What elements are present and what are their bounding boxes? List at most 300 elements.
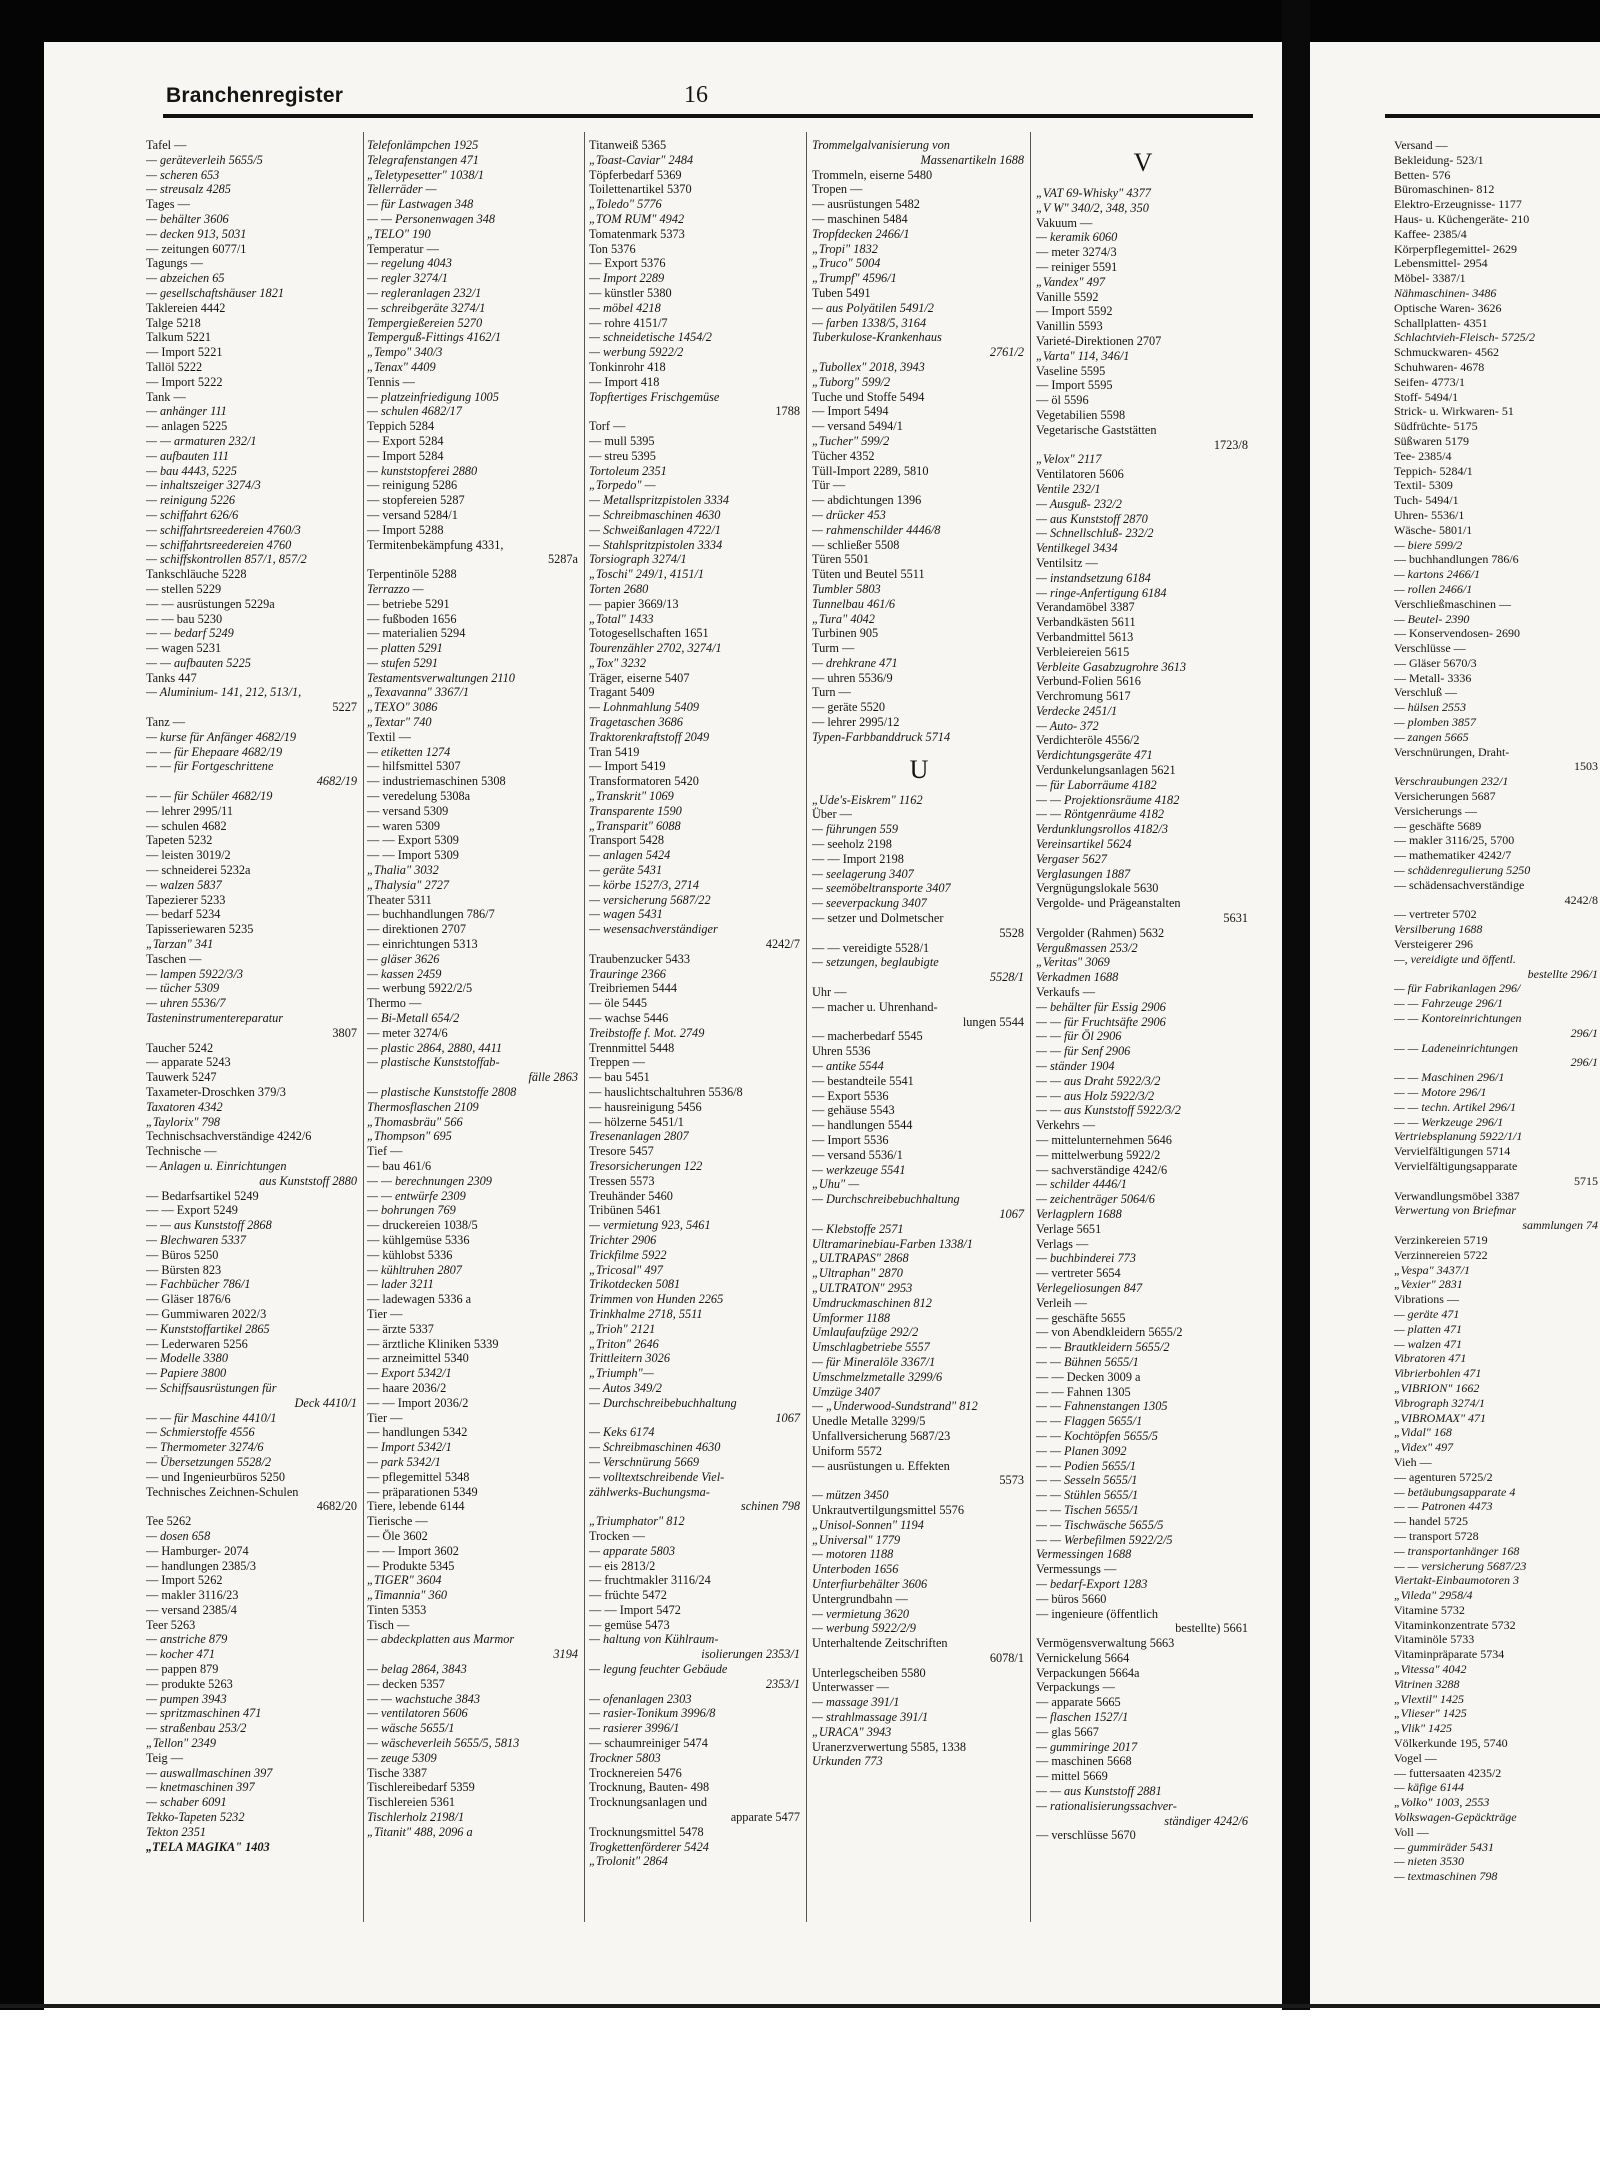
index-entry: 2761/2 [989, 345, 1024, 360]
index-entry: — — für Maschine 4410/1 [146, 1410, 277, 1425]
index-entry: „Tellon" 2349 [146, 1736, 216, 1751]
index-entry: — Bürsten 823 [146, 1262, 222, 1277]
index-entry: — handlungen 5544 [812, 1118, 913, 1133]
index-entry: — Konservendosen- 2690 [1394, 626, 1520, 641]
index-entry: „ULTRATON" 2953 [812, 1280, 913, 1295]
index-entry: Vitamine 5732 [1394, 1602, 1465, 1617]
index-entry: Stoff- 5494/1 [1394, 389, 1459, 404]
index-entry: „Thompson" 695 [367, 1129, 452, 1144]
index-entry: Uhren- 5536/1 [1394, 507, 1465, 522]
index-entry: — — Fahnen 1305 [1036, 1384, 1131, 1399]
index-entry: Verdichtungsgeräte 471 [1036, 748, 1153, 763]
index-entry: — knetmaschinen 397 [146, 1780, 255, 1795]
index-entry: Turm — [812, 641, 855, 656]
index-entry: „Videx" 497 [1394, 1440, 1454, 1455]
index-entry: Vitaminpräparate 5734 [1394, 1647, 1505, 1662]
index-column-3 [589, 138, 802, 1869]
index-entry: „Vlik" 1425 [1394, 1721, 1453, 1736]
index-entry: „Vandex" 497 [1036, 274, 1106, 289]
index-entry: Trauringe 2366 [589, 966, 666, 981]
index-entry: — — Werbefilmen 5922/2/5 [1036, 1532, 1173, 1547]
index-entry: „Thalysia" 2727 [367, 877, 450, 892]
index-entry: Massenartikeln 1688 [920, 152, 1024, 167]
index-entry: Körperpflegemittel- 2629 [1394, 241, 1517, 256]
index-entry: — — Planen 3092 [1036, 1443, 1127, 1458]
index-entry: — keramik 6060 [1036, 230, 1118, 245]
index-entry: — abdichtungen 1396 [812, 493, 922, 508]
index-entry: — Export 5284 [367, 433, 444, 448]
index-entry: — Kunststoffartikel 2865 [146, 1321, 270, 1336]
index-entry: „Thomasbräu" 566 [367, 1114, 463, 1129]
index-entry: Versand — [1394, 138, 1448, 152]
index-entry: Trockner 5803 [589, 1750, 661, 1765]
index-entry: Vibrations — [1394, 1292, 1459, 1307]
index-entry: — inhaltszeiger 3274/3 [146, 478, 261, 493]
index-entry: Taxatoren 4342 [146, 1099, 223, 1114]
index-entry: Volkswagen-Gepäckträge [1394, 1810, 1517, 1825]
index-entry: Tür — [812, 478, 846, 493]
index-entry: zählwerks-Buchungsma- [589, 1484, 710, 1499]
index-entry: — handlungen 2385/3 [146, 1558, 256, 1573]
index-entry: — meter 3274/6 [367, 1025, 448, 1040]
index-entry: — straßenbau 253/2 [146, 1721, 247, 1736]
index-entry: Tropfdecken 2466/1 [812, 226, 910, 241]
index-entry: Thermo — [367, 996, 422, 1011]
index-entry: Verleih — [1036, 1295, 1087, 1310]
index-entry: — zangen 5665 [1394, 729, 1469, 744]
index-entry: — Durchschreibebuchhaltung [589, 1395, 737, 1410]
index-entry: — seemöbeltransporte 3407 [812, 881, 951, 896]
index-entry: — wäscheverleih 5655/5, 5813 [367, 1736, 520, 1751]
index-entry: — gemüse 5473 [589, 1617, 670, 1632]
index-entry: „Tricosal" 497 [589, 1262, 663, 1277]
index-entry: — öl 5596 [1036, 393, 1089, 408]
index-entry: — — Motore 296/1 [1394, 1085, 1487, 1099]
index-entry: Verdecke 2451/1 [1036, 703, 1118, 718]
index-entry: Urkunden 773 [812, 1754, 883, 1769]
index-entry: — mittelwerbung 5922/2 [1036, 1147, 1161, 1162]
index-entry: Tuch- 5494/1 [1394, 493, 1459, 508]
index-entry: Verzinnereien 5722 [1394, 1247, 1488, 1262]
index-entry: — — Kochtöpfen 5655/5 [1036, 1428, 1158, 1443]
index-entry: — decken 913, 5031 [146, 226, 247, 241]
index-entry: — — Brautkleidern 5655/2 [1036, 1340, 1170, 1355]
index-entry: — büros 5660 [1036, 1591, 1107, 1606]
index-entry: — setzungen, beglaubigte [812, 955, 939, 970]
index-entry: — — Decken 3009 a [1036, 1369, 1141, 1384]
index-entry: Tauwerk 5247 [146, 1070, 217, 1085]
index-entry: — direktionen 2707 [367, 922, 467, 937]
index-entry: — wagen 5231 [146, 641, 222, 656]
index-entry: „Textar" 740 [367, 715, 432, 730]
index-entry: — — aus Holz 5922/3/2 [1036, 1088, 1155, 1103]
column-divider [584, 132, 585, 1922]
index-entry: Verschraubungen 232/1 [1394, 774, 1509, 789]
index-entry: Tunnelbau 461/6 [812, 596, 896, 611]
index-entry: — schließer 5508 [812, 537, 900, 552]
section-letter: U [909, 754, 929, 784]
index-entry: Treppen — [589, 1055, 645, 1070]
index-entry: 5715 [1574, 1173, 1598, 1188]
index-entry: — hilfsmittel 5307 [367, 759, 461, 774]
index-entry: Schlachtvieh-Fleisch- 5725/2 [1394, 330, 1535, 345]
index-entry: 1067 [775, 1410, 800, 1425]
index-entry: — setzer und Dolmetscher [812, 911, 944, 926]
index-entry: — — entwürfe 2309 [367, 1188, 466, 1203]
index-entry: 1503 [1574, 759, 1598, 774]
index-entry: — Produkte 5345 [367, 1558, 455, 1573]
index-entry: Verschlüsse — [1394, 641, 1466, 656]
index-entry: — Import 5536 [812, 1133, 889, 1147]
index-entry: — schiffahrtsreedereien 4760/3 [146, 522, 301, 537]
index-entry: Verlegeliosungen 847 [1036, 1280, 1143, 1295]
index-column-2 [367, 138, 580, 1840]
index-entry: Vervielfältigungen 5714 [1394, 1144, 1511, 1159]
index-entry: Teppich 5284 [367, 419, 435, 434]
index-entry: Tropen — [812, 182, 863, 197]
index-entry: — werkzeuge 5541 [812, 1162, 906, 1177]
index-entry: — biere 599/2 [1394, 537, 1463, 552]
index-entry: — behälter 3606 [146, 211, 229, 226]
index-entry: — materialien 5294 [367, 626, 466, 641]
index-entry: — betriebe 5291 [367, 596, 450, 611]
index-entry: — gläser 3626 [367, 951, 440, 966]
index-entry: — Import 418 [589, 374, 660, 389]
index-entry: Schmuckwaren- 4562 [1394, 345, 1499, 360]
index-entry: — Hamburger- 2074 [146, 1543, 249, 1558]
index-entry: — handel 5725 [1394, 1514, 1468, 1529]
index-entry: Taklereien 4442 [146, 300, 226, 315]
index-entry: — Import 5595 [1036, 378, 1113, 393]
index-entry: „Toschi" 249/1, 4151/1 [589, 567, 705, 582]
index-entry: 1067 [999, 1206, 1024, 1221]
column-divider [806, 132, 807, 1922]
index-entry: — bestandteile 5541 [812, 1073, 914, 1088]
next-page-header-rule [1385, 114, 1600, 118]
index-entry: — eis 2813/2 [589, 1558, 656, 1573]
index-entry: Transparente 1590 [589, 803, 682, 818]
index-entry: Tages — [146, 197, 190, 212]
index-entry: — scheren 653 [146, 167, 220, 182]
index-entry: — schiffahrt 626/6 [146, 507, 239, 522]
index-entry: Treuhänder 5460 [589, 1188, 673, 1203]
index-entry: — Gläser 1876/6 [146, 1292, 231, 1307]
index-entry: Vereinsartikel 5624 [1036, 837, 1132, 852]
index-entry: Temperguß-Fittings 4162/1 [367, 330, 502, 345]
index-entry: — etiketten 1274 [367, 744, 451, 759]
index-entry: — leisten 3019/2 [146, 848, 231, 863]
index-entry: — antike 5544 [812, 1059, 884, 1074]
index-entry: — reinigung 5286 [367, 478, 458, 493]
index-entry: 6078/1 [989, 1650, 1024, 1665]
index-entry: — pumpen 3943 [146, 1691, 227, 1706]
index-entry: „Vlieser" 1425 [1394, 1706, 1467, 1721]
index-entry: — anhänger 111 [146, 404, 227, 419]
index-entry: — präparationen 5349 [367, 1484, 478, 1499]
index-entry: Versicherungen 5687 [1394, 789, 1496, 804]
index-entry: Thermosflaschen 2109 [367, 1099, 479, 1114]
index-entry: Uranerzverwertung 5585, 1338 [812, 1739, 966, 1754]
index-entry: Trinkhalme 2718, 5511 [589, 1306, 703, 1321]
index-entry: — lampen 5922/3/3 [146, 966, 244, 981]
index-entry: 4242/8 [1564, 892, 1598, 907]
index-entry: — bedarf 5234 [146, 907, 221, 922]
index-entry: — pflegemittel 5348 [367, 1469, 470, 1484]
index-entry: Vergnügungslokale 5630 [1036, 881, 1159, 896]
index-entry: — — für Fruchtsäfte 2906 [1036, 1014, 1166, 1029]
index-entry: — Import 2289 [589, 271, 665, 286]
index-entry: — schilder 4446/1 [1036, 1177, 1127, 1192]
index-entry: 3194 [553, 1647, 578, 1662]
index-entry: Vervielfältigungsapparate [1394, 1158, 1518, 1173]
index-entry: „Tucher" 599/2 [812, 433, 890, 448]
index-entry: — lehrer 2995/12 [812, 715, 900, 730]
index-entry: schinen 798 [740, 1499, 800, 1514]
index-entry: — drehkrane 471 [812, 655, 898, 670]
index-entry: — Aluminium- 141, 212, 513/1, [146, 685, 302, 700]
index-entry: — „Underwood-Sundstrand" 812 [812, 1399, 978, 1414]
index-entry: — — bau 5230 [146, 611, 223, 626]
index-entry: — ladewagen 5336 a [367, 1292, 472, 1307]
index-entry: — mützen 3450 [812, 1488, 889, 1503]
index-entry: — pappen 879 [146, 1662, 219, 1677]
index-entry: — anlagen 5424 [589, 848, 671, 863]
index-entry: Verwandlungsmöbel 3387 [1394, 1188, 1520, 1203]
index-entry: — abzeichen 65 [146, 271, 225, 286]
index-entry: „Veritas" 3069 [1036, 955, 1110, 970]
index-entry: — apparate 5803 [589, 1543, 676, 1558]
index-entry: — reiniger 5591 [1036, 259, 1118, 274]
index-entry: Vogel — [1394, 1750, 1437, 1765]
index-entry: Torten 2680 [589, 581, 649, 596]
index-entry: Tortoleum 2351 [589, 463, 667, 478]
index-entry: Bekleidung- 523/1 [1394, 152, 1484, 167]
index-entry: — — Fahrzeuge 296/1 [1394, 996, 1503, 1011]
index-entry: — — aus Kunststoff 5922/3/2 [1036, 1103, 1181, 1118]
index-entry: Elektro-Erzeugnisse- 1177 [1394, 197, 1522, 212]
index-entry: „Tuborg" 599/2 [812, 374, 891, 389]
index-entry: Betten- 576 [1394, 167, 1451, 182]
index-entry: — haltung von Kühlraum- [589, 1632, 719, 1647]
index-entry: „V W" 340/2, 348, 350 [1036, 200, 1149, 215]
index-entry: — buchbinderei 773 [1036, 1251, 1136, 1266]
index-entry: „TIGER" 3604 [367, 1573, 442, 1588]
index-entry: „Tenax" 4409 [367, 359, 436, 374]
index-entry: — ärzte 5337 [367, 1321, 434, 1336]
index-entry: — wachse 5446 [589, 1011, 669, 1026]
index-entry: 5573 [999, 1473, 1024, 1488]
index-entry: — seeholz 2198 [812, 837, 892, 852]
index-entry: „Triton" 2646 [589, 1336, 659, 1351]
index-entry: Vernickelung 5664 [1036, 1650, 1130, 1665]
index-entry: — Bi-Metall 654/2 [367, 1011, 460, 1026]
index-entry: Topftertiges Frischgemüse [589, 389, 720, 404]
index-entry: — walzen 5837 [146, 877, 222, 892]
index-entry: „Uhu" — [812, 1177, 860, 1192]
index-entry: Turbinen 905 [812, 626, 879, 641]
index-entry: — — Import 3602 [367, 1543, 459, 1558]
index-entry: Torf — [589, 419, 626, 434]
index-entry: — maschinen 5668 [1036, 1754, 1132, 1769]
index-entry: — bohrungen 769 [367, 1203, 456, 1218]
index-entry: Ventile 232/1 [1036, 481, 1101, 496]
index-entry: — möbel 4218 [589, 300, 661, 315]
index-entry: Umschmelzmetalle 3299/6 [812, 1369, 943, 1384]
index-entry: — buchhandlungen 786/6 [1394, 552, 1519, 567]
index-entry: — Verschnürung 5669 [589, 1454, 699, 1469]
index-entry: Trocken — [589, 1528, 645, 1543]
index-entry: — transport 5728 [1394, 1528, 1479, 1543]
index-entry: Talkum 5221 [146, 330, 212, 345]
index-entry: — schiffskontrollen 857/1, 857/2 [146, 552, 307, 567]
index-entry: Verdunklungsrollos 4182/3 [1036, 822, 1168, 837]
index-entry: — schneidetische 1454/2 [589, 330, 712, 345]
index-entry: Tierische — [367, 1514, 428, 1529]
index-entry: Turn — [812, 685, 851, 700]
index-entry: 4242/7 [765, 937, 800, 952]
index-entry: — kartons 2466/1 [1394, 567, 1481, 582]
index-entry: Verandamöbel 3387 [1036, 600, 1135, 615]
index-entry: Verbandmittel 5613 [1036, 629, 1134, 644]
index-entry: — schulen 4682/17 [367, 404, 462, 419]
index-entry: aus Kunststoff 2880 [259, 1173, 357, 1188]
index-entry: — schreibgeräte 3274/1 [367, 300, 486, 315]
index-entry: — anlagen 5225 [146, 419, 228, 434]
index-entry: — bau 5451 [589, 1070, 650, 1085]
header-rule [163, 114, 1253, 118]
index-entry: — und Ingenieurbüros 5250 [146, 1469, 286, 1484]
index-entry: Verpackungen 5664a [1036, 1665, 1140, 1680]
index-entry: 1723/8 [1213, 437, 1248, 452]
index-entry: Ventilsitz — [1036, 555, 1098, 570]
index-entry: — schiffahrtsreedereien 4760 [146, 537, 292, 552]
index-entry: — dosen 658 [146, 1528, 211, 1543]
index-entry: — Import 5592 [1036, 304, 1113, 319]
index-entry: Taschen — [146, 951, 202, 966]
index-entry: — zeitungen 6077/1 [146, 241, 247, 256]
index-entry: Tee 5262 [146, 1514, 192, 1529]
index-entry: Vergolde- und Prägeanstalten [1036, 896, 1181, 911]
index-entry: Verglasungen 1887 [1036, 866, 1131, 881]
index-entry: — Export 5536 [812, 1088, 889, 1103]
index-entry: „Titanit" 488, 2096 a [367, 1824, 473, 1839]
index-entry: Ton 5376 [589, 241, 636, 256]
index-entry: Tischlereibedarf 5359 [367, 1780, 475, 1795]
index-entry: — makler 3116/23 [146, 1588, 239, 1603]
scan-bottom-edge [0, 2004, 1600, 2008]
index-entry: — waren 5309 [367, 818, 441, 833]
index-entry: — kunststopferei 2880 [367, 463, 478, 478]
index-entry: — Schnellschluß- 232/2 [1036, 526, 1154, 541]
index-entry: Versteigerer 296 [1394, 937, 1473, 952]
index-entry: — plastische Kunststoffe 2808 [367, 1085, 517, 1099]
index-entry: Treibriemen 5444 [589, 981, 678, 996]
index-entry: Nähmaschinen- 3486 [1394, 285, 1497, 300]
index-entry: — wesensachverständiger [589, 922, 718, 937]
index-entry: Viertakt-Einbaumotoren 3 [1394, 1573, 1519, 1588]
index-entry: Unedle Metalle 3299/5 [812, 1414, 926, 1429]
index-entry: Trocknungsmittel 5478 [589, 1824, 704, 1839]
index-entry: Trommeln, eiserne 5480 [812, 167, 933, 182]
index-entry: Teer 5263 [146, 1617, 196, 1632]
index-entry: — bedarf-Export 1283 [1036, 1576, 1148, 1591]
index-entry: — schaber 6091 [146, 1795, 227, 1810]
index-entry: Verpackungs — [1036, 1680, 1115, 1695]
index-entry: Tiere, lebende 6144 [367, 1499, 465, 1514]
index-entry: — — berechnungen 2309 [367, 1173, 492, 1188]
index-entry: Tasteninstrumentereparatur [146, 1011, 284, 1026]
index-entry: — versand 5536/1 [812, 1147, 903, 1162]
index-entry: Tanks 447 [146, 670, 197, 685]
index-entry: Lebensmittel- 2954 [1394, 256, 1488, 271]
index-entry: Tellerräder — [367, 182, 437, 197]
index-entry: — platzeinfriedigung 1005 [367, 389, 499, 404]
index-entry: Südfrüchte- 5175 [1394, 419, 1478, 434]
index-entry: — Import 5419 [589, 759, 666, 774]
index-entry: Unterfiurbehälter 3606 [812, 1576, 928, 1591]
index-entry: — anstriche 879 [146, 1632, 228, 1647]
index-entry: — — vereidigte 5528/1 [812, 940, 930, 955]
index-entry: — geschäfte 5655 [1036, 1310, 1126, 1325]
index-entry: „Volko" 1003, 2553 [1394, 1795, 1490, 1810]
index-entry: „Teletypesetter" 1038/1 [367, 167, 485, 182]
index-entry: Tran 5419 [589, 744, 640, 759]
index-entry: — aus Kunststoff 2870 [1036, 511, 1148, 526]
index-entry: Kaffee- 2385/4 [1394, 226, 1467, 241]
index-entry: —, vereidigte und öffentl. [1394, 951, 1516, 966]
index-entry: Teig — [146, 1750, 184, 1765]
index-entry: „Ude's-Eiskrem" 1162 [812, 792, 923, 807]
index-entry: Tische 3387 [367, 1765, 428, 1780]
index-entry: Tragetaschen 3686 [589, 715, 683, 730]
index-entry: Vermessingen 1688 [1036, 1547, 1132, 1562]
index-entry: „Tura" 4042 [812, 611, 875, 626]
index-entry: — strahlmassage 391/1 [812, 1710, 929, 1725]
index-entry: Teppich- 5284/1 [1394, 463, 1473, 478]
index-entry: — apparate 5243 [146, 1055, 231, 1070]
index-entry: — rahmenschilder 4446/8 [812, 522, 941, 537]
index-entry: — — Röntgenräume 4182 [1036, 807, 1165, 822]
index-entry: Haus- u. Küchengeräte- 210 [1394, 211, 1530, 226]
index-entry: — Import 5262 [146, 1573, 223, 1588]
index-entry: „Transparit" 6088 [589, 818, 681, 833]
index-entry: Umdruckmaschinen 812 [812, 1295, 932, 1310]
index-entry: Völkerkunde 195, 5740 [1394, 1736, 1508, 1751]
index-entry: — kühlgemüse 5336 [367, 1232, 470, 1247]
index-entry: — künstler 5380 [589, 285, 672, 300]
index-entry: Verlagplern 1688 [1036, 1206, 1122, 1221]
index-entry: — — Import 2036/2 [367, 1395, 469, 1410]
index-entry: — zeichenträger 5064/6 [1036, 1192, 1155, 1207]
index-entry: Verzinkereien 5719 [1394, 1232, 1488, 1247]
index-entry: — aufbauten 111 [146, 448, 229, 463]
index-entry: Trickfilme 5922 [589, 1247, 667, 1262]
index-entry: — — techn. Artikel 296/1 [1394, 1099, 1517, 1114]
index-entry: Möbel- 3387/1 [1394, 271, 1466, 286]
index-entry: — druckereien 1038/5 [367, 1218, 478, 1233]
index-entry: Verschnürungen, Draht- [1394, 744, 1510, 759]
index-entry: — platten 5291 [367, 641, 443, 656]
index-entry: — schulen 4682 [146, 818, 227, 833]
index-entry: Trogkettenförderer 5424 [589, 1839, 709, 1854]
index-entry: — plomben 3857 [1394, 715, 1476, 730]
index-entry: — makler 3116/25, 5700 [1394, 833, 1515, 848]
index-entry: — Thermometer 3274/6 [146, 1440, 264, 1455]
index-entry: Vanillin 5593 [1036, 319, 1103, 334]
index-entry: — stellen 5229 [146, 581, 222, 596]
index-entry: Testamentsverwaltungen 2110 [367, 670, 515, 685]
index-entry: — uhren 5536/9 [812, 670, 893, 685]
